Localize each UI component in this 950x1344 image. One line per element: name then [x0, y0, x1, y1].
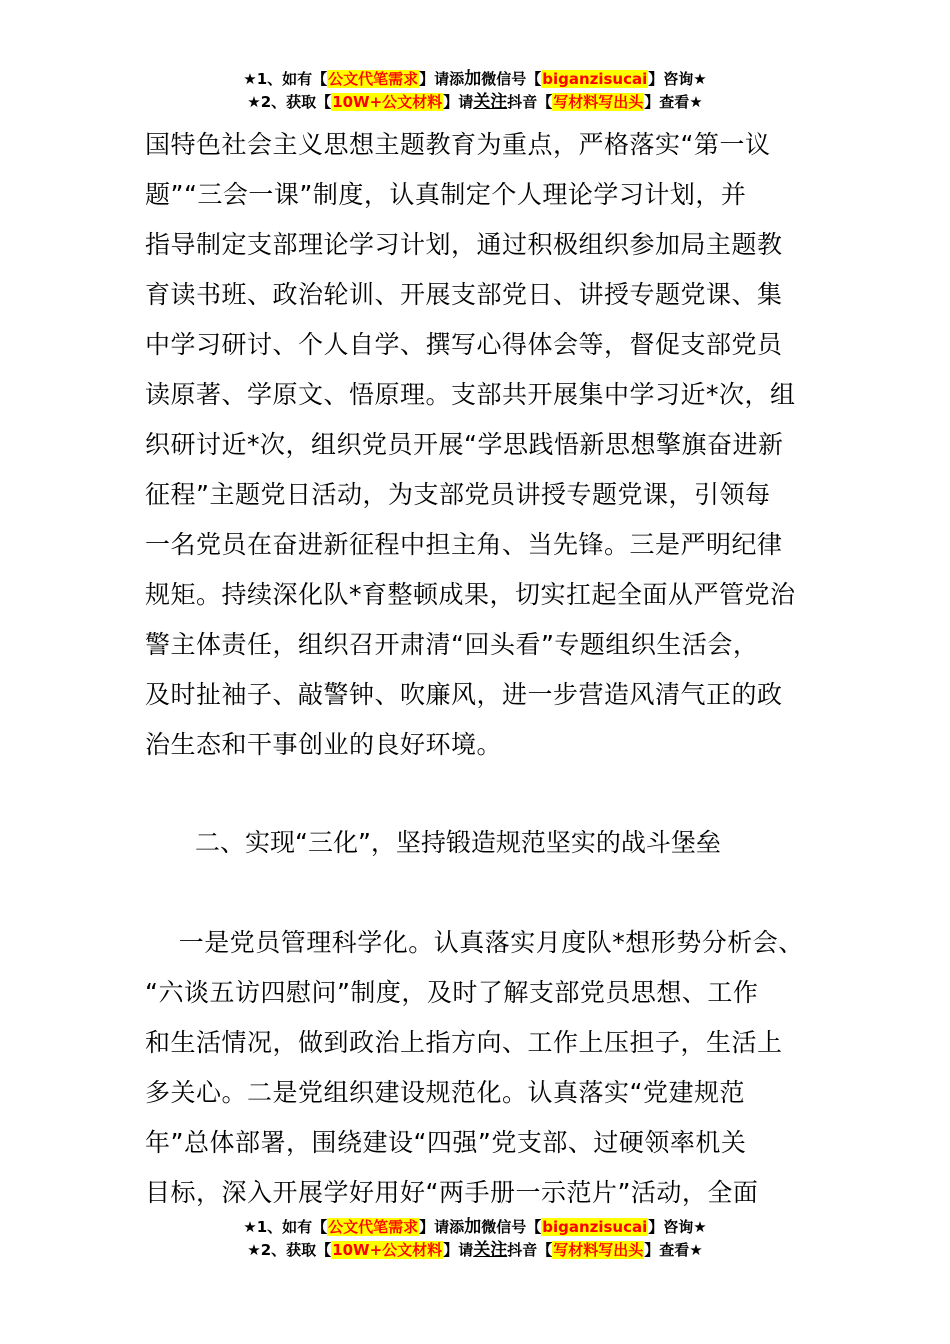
text-line: 指导制定支部理论学习计划，通过积极组织参加局主题教: [145, 230, 783, 259]
banner-text: 】请: [443, 93, 474, 111]
banner-highlight: 公文代笔需求: [328, 1218, 419, 1236]
banner-line-1: [0, 1216, 950, 1239]
text-line: 和生活情况，做到政治上指方向、工作上压担子，生活上: [145, 1028, 783, 1057]
banner-emphasis: 加: [464, 69, 482, 89]
banner-text: ★1、如有【: [243, 1218, 328, 1236]
text-line: 多关心。二是党组织建设规范化。认真落实“党建规范: [145, 1078, 745, 1107]
text-line: 规矩。持续深化队*育整顿成果，切实扛起全面从严管党治: [145, 580, 796, 609]
text-line: 国特色社会主义思想主题教育为重点，严格落实“第一议: [145, 130, 771, 159]
text-line: 目标，深入开展学好用好“两手册一示范片”活动，全面: [145, 1178, 759, 1207]
banner-emphasis: 关注: [473, 1240, 508, 1260]
banner-line-1: [0, 68, 950, 91]
paragraph-1: [145, 120, 825, 770]
text-line: 一名党员在奋进新征程中担主角、当先锋。三是严明纪律: [145, 530, 783, 559]
banner-emphasis: 加: [464, 1217, 482, 1237]
banner-text: ★2、获取【: [247, 1241, 332, 1259]
section-heading: 二、实现“三化”，坚持锻造规范坚实的战斗堡垒: [195, 828, 721, 857]
banner-text: 】查看★: [644, 1241, 703, 1259]
banner-text: 抖音【: [507, 93, 553, 111]
text-line: 年”总体部署，围绕建设“四强”党支部、过硬领率机关: [145, 1128, 747, 1157]
banner-text: 】请: [443, 1241, 474, 1259]
text-line: “六谈五访四慰问”制度，及时了解支部党员思想、工作: [145, 978, 759, 1007]
banner-text: 】咨询★: [648, 70, 707, 88]
text-line: 征程”主题党日活动，为支部党员讲授专题党课，引领每: [145, 480, 771, 509]
banner-highlight: 公文代笔需求: [328, 70, 419, 88]
banner-highlight: biganzisucai: [542, 70, 648, 88]
banner-text: 】请添: [419, 1218, 465, 1236]
banner-highlight: 写材料写出头: [553, 93, 644, 111]
header-banner: [0, 68, 950, 114]
text-line: 读原著、学原文、悟原理。支部共开展集中学习近*次，组: [145, 380, 796, 409]
text-line: 及时扯袖子、敲警钟、吹廉风，进一步营造风清气正的政: [145, 680, 783, 709]
banner-highlight: 写材料写出头: [553, 1241, 644, 1259]
paragraph-2: [145, 918, 825, 1218]
text-line: 警主体责任，组织召开肃清“回头看”专题组织生活会，: [145, 630, 759, 659]
banner-text: 微信号【: [481, 1218, 542, 1236]
text-line: 织研讨近*次，组织党员开展“学思践悟新思想擎旗奋进新: [145, 430, 784, 459]
banner-text: 】咨询★: [648, 1218, 707, 1236]
banner-text: ★1、如有【: [243, 70, 328, 88]
banner-text: 】查看★: [644, 93, 703, 111]
text-line: 中学习研讨、个人自学、撰写心得体会等，督促支部党员: [145, 330, 783, 359]
banner-text: ★2、获取【: [247, 93, 332, 111]
banner-line-2: [0, 91, 950, 114]
banner-highlight: 10W+公文材料: [332, 93, 443, 111]
text-line: 一是党员管理科学化。认真落实月度队*想形势分析会、: [145, 928, 804, 957]
banner-highlight: 10W+公文材料: [332, 1241, 443, 1259]
text-line: 育读书班、政治轮训、开展支部党日、讲授专题党课、集: [145, 280, 783, 309]
banner-line-2: [0, 1239, 950, 1262]
banner-text: 】请添: [419, 70, 465, 88]
text-line: 题”“三会一课”制度，认真制定个人理论学习计划，并: [145, 180, 747, 209]
banner-highlight: biganzisucai: [542, 1218, 648, 1236]
text-line: 治生态和干事创业的良好环境。: [145, 730, 503, 759]
banner-text: 抖音【: [507, 1241, 553, 1259]
banner-emphasis: 关注: [473, 92, 508, 112]
banner-text: 微信号【: [481, 70, 542, 88]
footer-banner: [0, 1216, 950, 1262]
